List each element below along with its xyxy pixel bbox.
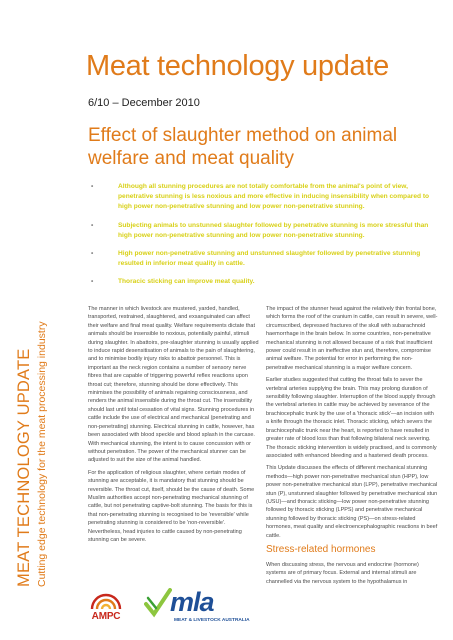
body-paragraph: When discussing stress, the nervous and endocrine (hormone) systems are of primary focus. External and internal stimuli are channelled via the nervous system to the hypothalamus in: [266, 561, 419, 585]
body-column-left: [88, 305, 260, 548]
section-heading: Stress-related hormones: [266, 543, 376, 555]
key-point-text: Although all stunning procedures are not totally comfortable from the animal's point of view, penetrative stunning is less noxious and more effective in inducing insensibility when compared to high power non-penetrative stunning and low power non-penetrative stunning.: [118, 183, 430, 211]
bullet-icon: •: [91, 183, 94, 190]
mla-tick-icon: [144, 588, 172, 618]
body-column-right: [266, 305, 438, 590]
ampc-wordmark: AMPC: [91, 611, 121, 622]
ampc-logo: [88, 592, 124, 622]
body-paragraph: For the application of religious slaughter, where certain modes of stunning are acceptable, it is mandatory that stunning should be reversible. The throat cut, itself, should be the cause of death. Some Muslim authorities accept non-penetrating mechanical stunning of cattle, but not penetrating captive-bolt stunning. The basis for this is that non-penetrating stunning is recognised to be 'reversible' while penetrating stunning is considered to be 'non-reversible'. Nevertheless, head injuries to cattle caused by non-penetrating stunning can be severe.: [88, 469, 255, 543]
key-points-list: [88, 182, 438, 296]
key-point: [88, 182, 438, 213]
side-title: MEAT TECHNOLOGY UPDATE: [15, 348, 33, 587]
article-title: Effect of slaughter method on animal welfare and meat quality: [88, 125, 398, 169]
bullet-icon: •: [91, 250, 94, 258]
issue-number: 6/10 – December 2010: [88, 97, 200, 109]
body-paragraph: Earlier studies suggested that cutting the throat fails to sever the vertebral arteries supplying the brain. This may prolong duration of sensibility following slaughter. Interruption of the blood supply through the vertebral arteries in cattle may be achieved by severance of the brachiocephalic trunk by the use of a 'thoracic stick'—an incision with a knife through the thoracic inlet. Thoracic sticking, which severs the brachiocephalic trunk near the heart, is reported to have resulted in greater rate of blood loss than that following bilateral neck severing. The thoracic sticking intervention is widely practised, and is commonly associated with enhanced bleeding and a hastened death process.: [266, 377, 437, 459]
key-point-text: High power non-penetrative stunning and unstunned slaughter followed by penetrative stunning resulted in inferior meat quality in cattle.: [118, 250, 421, 268]
key-point: [88, 249, 438, 269]
side-subtitle: Cutting edge technology for the meat processing industry: [36, 321, 48, 587]
logo-area: [88, 572, 260, 632]
key-point-text: Thoracic sticking can improve meat quality.: [118, 278, 255, 286]
side-banner: [14, 0, 58, 640]
bullet-icon: •: [91, 278, 94, 286]
mla-tagline: MEAT & LIVESTOCK AUSTRALIA: [174, 618, 250, 623]
key-point: [88, 277, 438, 287]
key-point-text: Subjecting animals to unstunned slaughter followed by penetrative stunning is more stressful than high power non-penetrative stunning and low power non-penetrative stunning.: [118, 221, 429, 239]
masthead: Meat technology update: [86, 50, 389, 82]
ampc-arcs-icon: [88, 592, 124, 610]
mla-wordmark: mla: [170, 587, 214, 617]
mla-logo: [144, 587, 250, 632]
bullet-icon: •: [91, 221, 94, 229]
key-point: [88, 221, 438, 241]
body-paragraph: The manner in which livestock are mustered, yarded, handled, transported, restrained, slaughtered, and exsanguinated can affect their welfare and final meat quality. Welfare requirements dictate that animals should be insensible to noxious, potentially painful, stimuli during slaughter. In abattoirs, pre-slaughter stunning is usually applied to induce rapid desensitisation of animals to the pain of slaughtering, and to minimise bodily injury risks to abattoir personnel. This is important as the neck region contains a number of sensory nerve fibres that are capable of triggering powerful reflex reactions upon throat cut; therefore, stunning should be done effectively. This minimises the possibility of animals regaining consciousness, and renders the animal insensible during the throat cut. The insensibility should last until total cessation of vital signs. Stunning procedures in cattle include the use of electrical and mechanical (penetrating and non-penetrating) stunning. Electrical stunning in cattle, however, has been associated with blood speckle and blood splash in the carcase. With mechanical stunning, the intent is to cause concussion with or without penetration. The power of the mechanical stunner can be adjusted to suit the size of the animal handled.: [88, 306, 259, 464]
body-paragraph: The impact of the stunner head against the relatively thin frontal bone, which forms the roof of the cranium in cattle, can result in severe, well-circumscribed, depressed fractures of the skull with subarachnoid haemorrhage in the brain below. In some countries, non-penetrative mechanical stunning is not allowed because of a risk that insufficient power could result in an ineffective stun and, therefore, compromise animal welfare. The potential for error in performing the non-penetrative mechanical stunning is a major welfare concern.: [266, 306, 438, 371]
body-paragraph: This Update discusses the effects of different mechanical stunning methods—high power non-penetrative mechanical stun (HPP), low power non-penetrative mechanical stun (LPP), penetrative mechanical stun (P), unstunned slaughter followed by penetrative mechanical stun (USU)—and thoracic sticking—low power non-penetrative stunning followed by thoracic sticking (LPPS) and penetrative mechanical stunning followed by thoracic sticking (PS)—on stress-related hormones, meat quality and electroencephalographic reactions in beef cattle.: [266, 465, 438, 539]
